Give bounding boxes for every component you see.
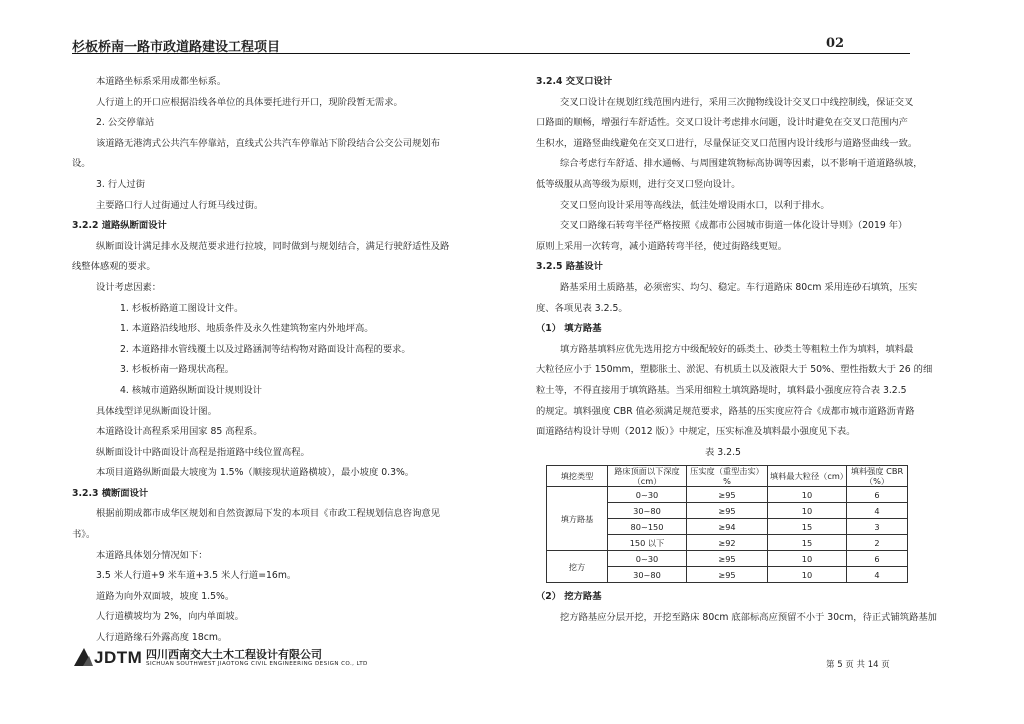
paragraph-line: 本项目道路纵断面最大坡度为 1.5%（顺接现状道路横坡），最小坡度 0.3%。 bbox=[96, 467, 415, 479]
paragraph-line: 大粒径应小于 150mm，塑膨胀土、淤泥、有机质土以及液限大于 50%、塑性指数大于 26 的细 bbox=[536, 364, 933, 376]
paragraph-line: 口路面的顺畅，增强行车舒适性。交叉口设计考虑排水问题，设计时避免在交叉口范围内产 bbox=[536, 117, 908, 129]
paragraph-line: 原则上采用一次转弯，减小道路转弯半径，使过街路线更短。 bbox=[536, 240, 788, 252]
paragraph-line: 交叉口竖向设计采用等高线法，低洼处增设雨水口，以利于排水。 bbox=[560, 199, 830, 211]
company-name: 四川西南交大土木工程设计有限公司 bbox=[146, 648, 322, 661]
paragraph-line: 面道路结构设计导则（2012 版）》中规定，压实标准及填料最小强度见下表。 bbox=[536, 426, 856, 438]
table-cell: 80~150 bbox=[608, 519, 687, 535]
company-name-english: SICHUAN SOUTHWEST JIAOTONG CIVIL ENGINEERING DESIGN CO., LTD bbox=[146, 661, 368, 667]
paragraph-line: 的规定。填料强度 CBR 值必须满足规范要求，路基的压实度应符合《成都市城市道路沥青路 bbox=[536, 405, 915, 417]
paragraph-line: 挖方路基应分层开挖，开挖至路床 80cm 底部标高应预留不小于 30cm，待正式铺筑路基加 bbox=[560, 611, 937, 623]
section-heading: 3.2.3 横断面设计 bbox=[72, 487, 149, 499]
table-cell: 15 bbox=[768, 519, 847, 535]
table-caption: 表 3.2.5 bbox=[705, 446, 741, 458]
subsection-heading: （1） 填方路基 bbox=[536, 323, 602, 335]
paragraph-line: 本道路坐标系采用成都坐标系。 bbox=[96, 76, 227, 87]
table-row bbox=[547, 551, 908, 567]
section-heading: 3.2.4 交叉口设计 bbox=[536, 76, 613, 87]
paragraph-line: 该道路无港湾式公共汽车停靠站，直线式公共汽车停靠站下阶段结合公交公司规划布 bbox=[96, 137, 440, 149]
paragraph-line: 根据前期成都市成华区规划和自然资源局下发的本项目《市政工程规划信息咨询意见 bbox=[96, 508, 440, 520]
section-heading: 3.2.2 道路纵断面设计 bbox=[72, 220, 167, 232]
table-cell: ≥92 bbox=[687, 535, 768, 551]
table-header-row bbox=[547, 466, 908, 487]
table-cell: 15 bbox=[768, 535, 847, 551]
table-row bbox=[547, 487, 908, 503]
paragraph-line: 纵断面设计中路面设计高程是指道路中线位置高程。 bbox=[96, 446, 310, 458]
table-cell: 2 bbox=[847, 535, 908, 551]
subsection-heading: （2） 挖方路基 bbox=[536, 591, 602, 603]
table-header-cell: 填挖类型 bbox=[547, 466, 608, 487]
paragraph-line: 交叉口设计在规划红线范围内进行，采用三次抛物线设计交叉口中线控制线，保证交叉 bbox=[560, 96, 914, 108]
table-header-cell: 路床顶面以下深度（cm） bbox=[608, 466, 687, 487]
table-cell: 0~30 bbox=[608, 551, 687, 567]
paragraph-line: 填方路基填料应优先选用挖方中级配较好的砾类土、砂类土等粗粒土作为填料，填料最 bbox=[560, 343, 914, 355]
paragraph-line: 3.5 米人行道+9 米车道+3.5 米人行道=16m。 bbox=[96, 570, 297, 582]
paragraph-line: 本道路设计高程系采用国家 85 高程系。 bbox=[96, 426, 263, 438]
paragraph-line: 生积水，道路竖曲线避免在交叉口进行，尽量保证交叉口范围内设计线形与道路竖曲线一致。 bbox=[536, 137, 918, 149]
table-group-cell: 挖方 bbox=[547, 551, 608, 583]
table-header-cell: 压实度（重型击实）% bbox=[687, 466, 768, 487]
logo-text: JDTM bbox=[94, 648, 143, 667]
page-number: 第 5 页 共 14 页 bbox=[826, 660, 890, 670]
list-item: 2. 本道路排水管线覆土以及过路涵洞等结构物对路面设计高程的要求。 bbox=[120, 343, 411, 355]
table-cell: 0~30 bbox=[608, 487, 687, 503]
paragraph-line: 线整体感观的要求。 bbox=[72, 261, 156, 273]
table-header-cell: 填料最大粒径（cm） bbox=[768, 466, 847, 487]
list-item: 1. 杉板桥路道工图设计文件。 bbox=[120, 302, 244, 314]
section-heading: 3.2.5 路基设计 bbox=[536, 261, 603, 273]
document-number: 02 bbox=[826, 36, 845, 51]
paragraph-line: 路基采用土质路基，必须密实、均匀、稳定。车行道路床 80cm 采用连砂石填筑，压实 bbox=[560, 281, 918, 293]
subgrade-table bbox=[546, 465, 908, 583]
table-cell: ≥94 bbox=[687, 519, 768, 535]
list-item: 4. 核城市道路纵断面设计规则设计 bbox=[120, 384, 262, 396]
document-title: 杉板桥南一路市政道路建设工程项目 bbox=[72, 40, 281, 55]
table-cell: 30~80 bbox=[608, 503, 687, 519]
paragraph-line: 粒土等，不得直接用于填筑路基。当采用细粒土填筑路堤时，填料最小强度应符合表 3.2.5 bbox=[536, 384, 907, 396]
table-cell: ≥95 bbox=[687, 551, 768, 567]
paragraph-line: 低等级服从高等级为原则，进行交叉口竖向设计。 bbox=[536, 178, 741, 190]
paragraph-line: 主要路口行人过街通过人行斑马线过街。 bbox=[96, 199, 264, 211]
table-cell: ≥95 bbox=[687, 487, 768, 503]
paragraph-line: 书》。 bbox=[72, 529, 96, 541]
table-header-cell: 填料强度 CBR（%） bbox=[847, 466, 908, 487]
table-cell: 4 bbox=[847, 503, 908, 519]
list-item: 3. 杉板桥南一路现状高程。 bbox=[120, 364, 235, 376]
paragraph-line: 人行道路缘石外露高度 18cm。 bbox=[96, 632, 228, 644]
list-heading: 3. 行人过街 bbox=[96, 178, 146, 190]
paragraph-line: 交叉口路缘石转弯半径严格按照《成都市公园城市街道一体化设计导则》（2019 年） bbox=[560, 220, 908, 232]
table-cell: 4 bbox=[847, 567, 908, 583]
table-cell: 6 bbox=[847, 551, 908, 567]
table-cell: 6 bbox=[847, 487, 908, 503]
left-column bbox=[72, 72, 492, 649]
table-cell: 150 以下 bbox=[608, 535, 687, 551]
table-cell: 10 bbox=[768, 551, 847, 567]
list-item: 1. 本道路沿线地形、地质条件及永久性建筑物室内外地坪高。 bbox=[120, 323, 374, 335]
paragraph-line: 纵断面设计满足排水及规范要求进行拉坡，同时做到与规划结合，满足行驶舒适性及路 bbox=[96, 240, 450, 252]
paragraph-line: 具体线型详见纵断面设计图。 bbox=[96, 405, 217, 417]
table-cell: 10 bbox=[768, 503, 847, 519]
table-cell: 10 bbox=[768, 487, 847, 503]
paragraph-line: 设计考虑因素： bbox=[96, 281, 162, 293]
table-cell: ≥95 bbox=[687, 567, 768, 583]
table-cell: 3 bbox=[847, 519, 908, 535]
right-column bbox=[536, 72, 937, 628]
paragraph-line: 综合考虑行车舒适、排水通畅、与周围建筑物标高协调等因素，以不影响干道道路纵坡， bbox=[560, 158, 923, 170]
paragraph-line: 道路为向外双面坡，坡度 1.5%。 bbox=[96, 590, 235, 602]
table-cell: ≥95 bbox=[687, 503, 768, 519]
paragraph-line: 本道路具体划分情况如下： bbox=[96, 549, 208, 561]
paragraph-line: 设。 bbox=[72, 158, 91, 170]
header-rule bbox=[72, 53, 910, 54]
paragraph-line: 度、各项见表 3.2.5。 bbox=[536, 302, 628, 314]
paragraph-line: 人行道上的开口应根据沿线各单位的具体要托进行开口，现阶段暂无需求。 bbox=[96, 96, 403, 108]
paragraph-line: 人行道横坡均为 2%，向内单面坡。 bbox=[96, 611, 244, 623]
table-cell: 10 bbox=[768, 567, 847, 583]
list-heading: 2. 公交停靠站 bbox=[96, 117, 155, 129]
table-cell: 30~80 bbox=[608, 567, 687, 583]
table-group-cell: 填方路基 bbox=[547, 487, 608, 551]
